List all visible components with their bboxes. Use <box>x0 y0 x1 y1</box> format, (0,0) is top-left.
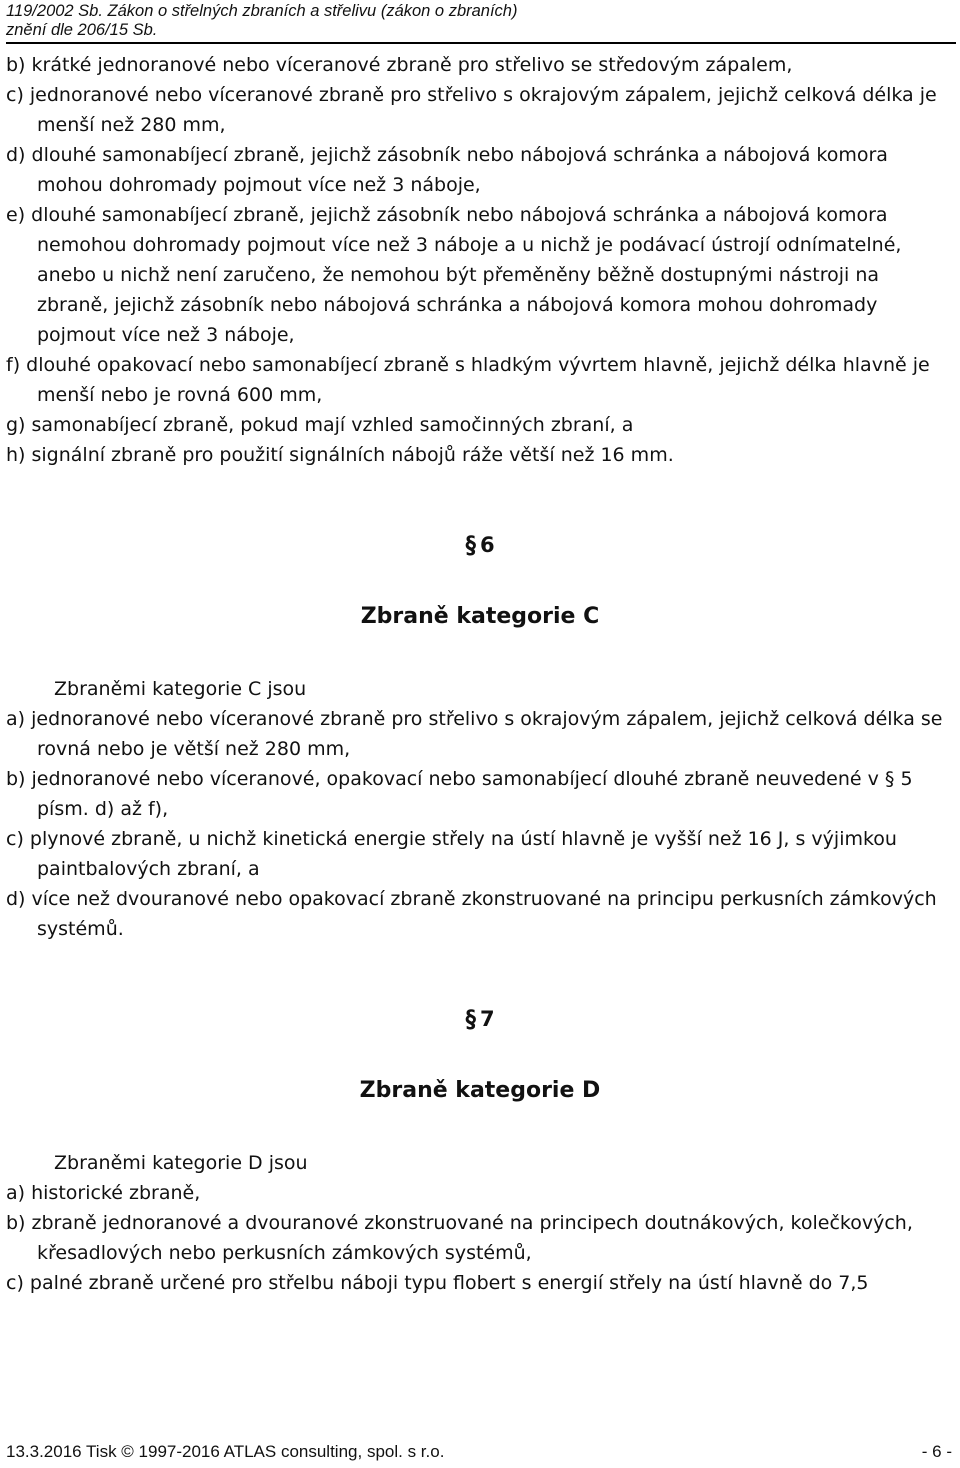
footer-print-info: 13.3.2016 Tisk © 1997-2016 ATLAS consulting, spol. s r.o. <box>6 1442 445 1461</box>
list-item: d) více než dvouranové nebo opakovací zbraně zkonstruované na principu perkusních zámkových systémů. <box>6 888 937 940</box>
section-intro: Zbraněmi kategorie C jsou <box>54 678 307 700</box>
document-body <box>6 50 954 1298</box>
list-item: a) historické zbraně, <box>6 1182 201 1204</box>
list-item: h) signální zbraně pro použití signálních nábojů ráže větší než 16 mm. <box>6 444 674 466</box>
section-intro: Zbraněmi kategorie D jsou <box>54 1152 308 1174</box>
list-item: b) krátké jednoranové nebo víceranové zbraně pro střelivo se středovým zápalem, <box>6 54 793 76</box>
document-version: znění dle 206/15 Sb. <box>6 21 158 39</box>
paragraph-symbol: § <box>465 1005 476 1033</box>
list-item: b) zbraně jednoranové a dvouranové zkonstruované na principech doutnákových, kolečkových, křesadlových nebo perkusních zámkových systémů, <box>6 1212 913 1264</box>
document-title: 119/2002 Sb. Zákon o střelných zbraních a střelivu (zákon o zbraních) <box>6 2 518 20</box>
section-number <box>6 1004 954 1034</box>
list-item: e) dlouhé samonabíjecí zbraně, jejichž zásobník nebo nábojová schránka a nábojová komora nemohou dohromady pojmout více než 3 náboje a u nichž je podávací ústrojí odnímatelné, anebo u nichž není zaručeno, že nemohou být přeměněny běžně dostupnými nástroji na zbraně, jejichž zásobník nebo nábojová schránka a nábojová komora mohou dohromady pojmout více než 3 náboje, <box>6 204 902 346</box>
list-item: d) dlouhé samonabíjecí zbraně, jejichž zásobník nebo nábojová schránka a nábojová komora mohou dohromady pojmout více než 3 náboje, <box>6 144 888 196</box>
list-item: g) samonabíjecí zbraně, pokud mají vzhled samočinných zbraní, a <box>6 414 634 436</box>
list-item: a) jednoranové nebo víceranové zbraně pro střelivo s okrajovým zápalem, jejichž celková délka se rovná nebo je větší než 280 mm, <box>6 708 943 760</box>
section-title: Zbraně kategorie C <box>360 604 600 629</box>
list-item: c) palné zbraně určené pro střelbu náboji typu flobert s energií střely na ústí hlavně do 7,5 <box>6 1272 869 1294</box>
section-title: Zbraně kategorie D <box>359 1078 601 1103</box>
page-header <box>6 2 956 44</box>
list-item: c) jednoranové nebo víceranové zbraně pro střelivo s okrajovým zápalem, jejichž celková délka je menší než 280 mm, <box>6 84 937 136</box>
section-number <box>6 530 954 560</box>
paragraph-symbol: § <box>465 531 476 559</box>
page-footer <box>6 1440 956 1464</box>
section-7 <box>6 1004 954 1298</box>
section-number-value: 6 <box>479 533 495 557</box>
list-item: f) dlouhé opakovací nebo samonabíjecí zbraně s hladkým vývrtem hlavně, jejichž délka hlavně je menší nebo je rovná 600 mm, <box>6 354 930 406</box>
list-item: b) jednoranové nebo víceranové, opakovací nebo samonabíjecí dlouhé zbraně neuvedené v § 5 písm. d) až f), <box>6 768 913 820</box>
section-number-value: 7 <box>479 1007 495 1031</box>
list-item: c) plynové zbraně, u nichž kinetická energie střely na ústí hlavně je vyšší než 16 J, s výjimkou paintbalových zbraní, a <box>6 828 897 880</box>
section-6 <box>6 530 954 944</box>
page-number: - 6 - <box>921 1442 952 1461</box>
top-list <box>6 50 954 470</box>
